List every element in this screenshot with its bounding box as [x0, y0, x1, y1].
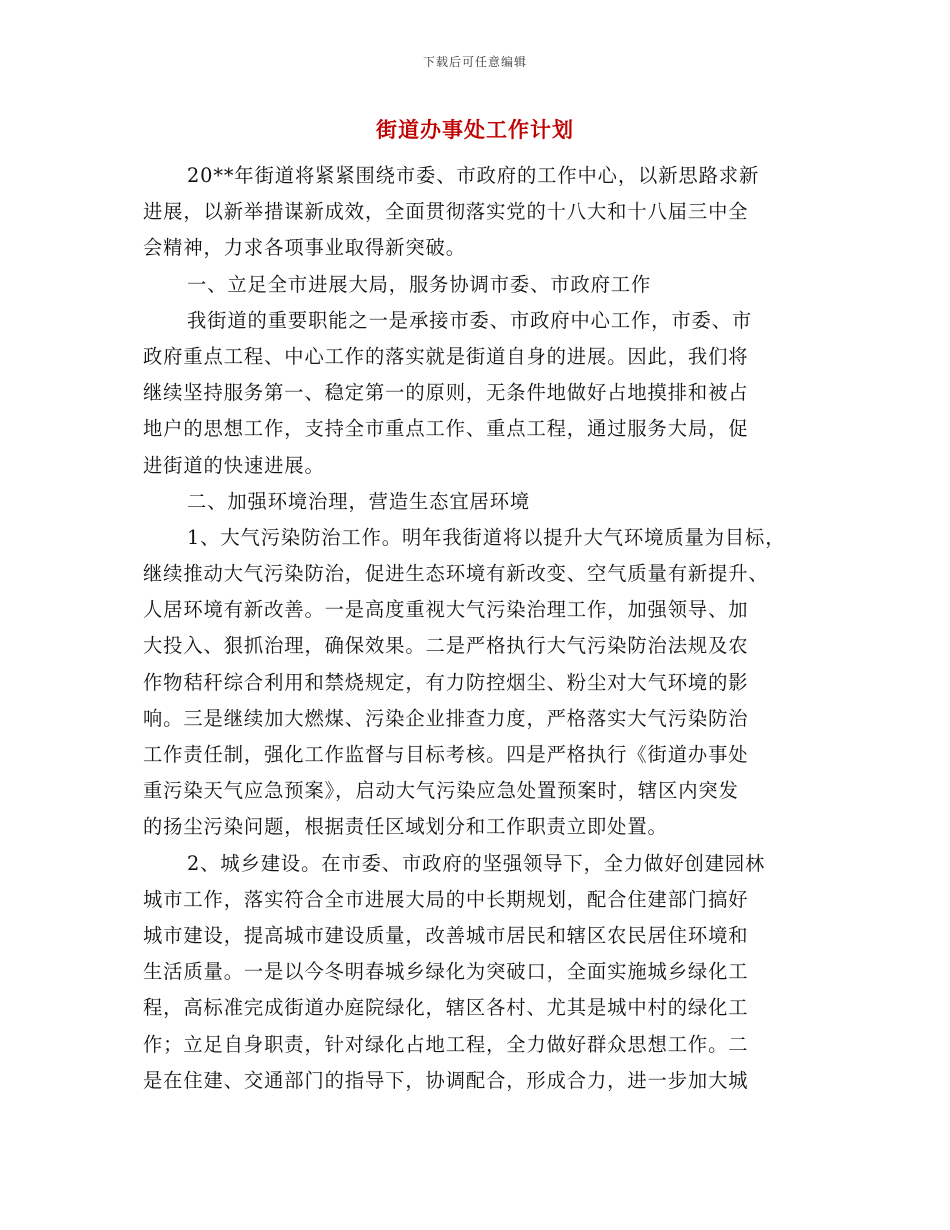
text-line: 作；立足自身职责，针对绿化占地工程，全力做好群众思想工作。二 — [143, 1032, 749, 1056]
text-line: 程，高标准完成街道办庭院绿化，辖区各村、尤其是城中村的绿化工 — [143, 996, 749, 1020]
text-line: 一、立足全市进展大局，服务协调市委、市政府工作 — [187, 272, 652, 296]
text-line: 人居环境有新改善。一是高度重视大气污染治理工作，加强领导、加 — [143, 598, 749, 622]
text-line: 是在住建、交通部门的指导下，协调配合，形成合力，进一步加大城 — [143, 1068, 749, 1092]
text-line: 我街道的重要职能之一是承接市委、市政府中心工作，市委、市 — [187, 308, 753, 332]
text-line: 2、城乡建设。在市委、市政府的坚强领导下，全力做好创建园林 — [187, 851, 766, 875]
text-line: 城市建设，提高城市建设质量，改善城市居民和辖区农民居住环境和 — [143, 923, 749, 947]
text-line: 响。三是继续加大燃煤、污染企业排查力度，严格落实大气污染防治 — [143, 706, 749, 730]
text-line: 的扬尘污染问题，根据责任区域划分和工作职责立即处置。 — [143, 815, 668, 839]
text-line: 进街道的快速进展。 — [143, 453, 325, 477]
text-line: 进展，以新举措谋新成效，全面贯彻落实党的十八大和十八届三中全 — [143, 200, 749, 224]
text-line: 二、加强环境治理，营造生态宜居环境 — [187, 489, 531, 513]
document-title: 街道办事处工作计划 — [376, 117, 574, 142]
text-line: 城市工作，落实符合全市进展大局的中长期规划，配合住建部门搞好 — [143, 887, 749, 911]
text-line: 会精神，力求各项事业取得新突破。 — [143, 236, 466, 260]
text-line: 1、大气污染防治工作。明年我街道将以提升大气环境质量为目标， — [187, 525, 786, 549]
text-line: 作物秸秆综合利用和禁烧规定，有力防控烟尘、粉尘对大气环境的影 — [143, 670, 749, 694]
text-line: 20**年街道将紧紧围绕市委、市政府的工作中心，以新思路求新 — [187, 164, 760, 187]
text-line: 大投入、狠抓治理，确保效果。二是严格执行大气污染防治法规及农 — [143, 634, 749, 658]
text-line: 继续坚持服务第一、稳定第一的原则，无条件地做好占地摸排和被占 — [143, 381, 749, 405]
header-note: 下载后可任意编辑 — [422, 55, 527, 69]
text-line: 工作责任制，强化工作监督与目标考核。四是严格执行《街道办事处 — [143, 743, 749, 766]
document-body — [143, 158, 823, 1099]
text-line: 地户的思想工作，支持全市重点工作、重点工程，通过服务大局，促 — [143, 417, 749, 441]
text-line: 重污染天气应急预案》，启动大气污染应急处置预案时，辖区内突发 — [143, 779, 739, 803]
text-line: 继续推动大气污染防治，促进生态环境有新改变、空气质量有新提升、 — [143, 562, 769, 586]
text-line: 生活质量。一是以今冬明春城乡绿化为突破口，全面实施城乡绿化工 — [143, 960, 749, 984]
text-line: 政府重点工程、中心工作的落实就是街道自身的进展。因此，我们将 — [143, 344, 749, 368]
